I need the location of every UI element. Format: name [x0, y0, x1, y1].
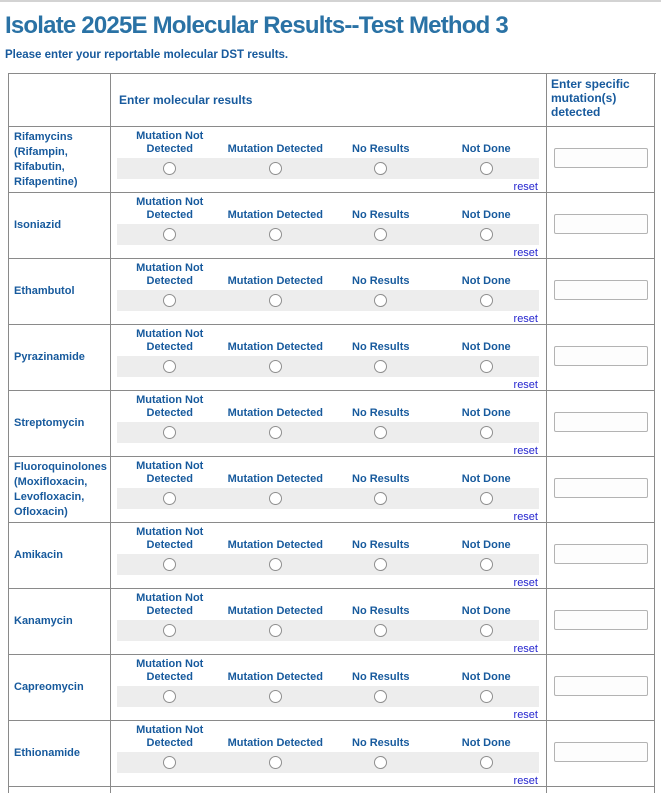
option-label: Mutation Detected	[227, 275, 323, 287]
mutation-input[interactable]	[554, 742, 648, 762]
option-radio-strip	[223, 158, 329, 179]
mutation-input[interactable]	[554, 412, 648, 432]
mutation-input[interactable]	[554, 610, 648, 630]
result-option	[223, 526, 329, 575]
reset-link[interactable]: reset	[513, 379, 538, 391]
result-radio[interactable]	[374, 756, 387, 769]
result-option	[328, 130, 434, 179]
result-option	[117, 460, 223, 509]
option-radio-strip	[223, 422, 329, 443]
drug-name-cell	[9, 721, 111, 787]
result-option	[117, 328, 223, 377]
option-label: No Results	[352, 737, 410, 749]
result-radio[interactable]	[374, 690, 387, 703]
result-radio[interactable]	[269, 690, 282, 703]
drug-name-cell	[9, 193, 111, 259]
reset-line	[111, 444, 538, 457]
result-radio[interactable]	[163, 756, 176, 769]
reset-line	[111, 378, 538, 391]
mutation-input[interactable]	[554, 544, 648, 564]
option-label: Not Done	[461, 539, 511, 551]
molecular-results-cell	[111, 523, 547, 589]
result-radio[interactable]	[269, 294, 282, 307]
option-label: No Results	[352, 605, 410, 617]
molecular-results-cell	[111, 391, 547, 457]
option-label: Mutation Detected	[227, 143, 323, 155]
option-radio-strip	[328, 752, 434, 773]
partial-row-cell	[547, 787, 655, 793]
option-label: Not Done	[461, 737, 511, 749]
mutation-cell	[547, 721, 655, 787]
option-label: Not Done	[461, 275, 511, 287]
options-group	[117, 394, 539, 443]
result-option	[117, 592, 223, 641]
reset-line	[111, 180, 538, 193]
option-radio-strip	[328, 224, 434, 245]
result-option	[434, 592, 540, 641]
result-radio[interactable]	[480, 756, 493, 769]
result-option	[223, 328, 329, 377]
option-label: No Results	[352, 473, 410, 485]
option-label: Mutation Detected	[227, 539, 323, 551]
result-radio[interactable]	[374, 558, 387, 571]
mutation-input[interactable]	[554, 346, 648, 366]
reset-line	[111, 708, 538, 721]
mutation-input[interactable]	[554, 478, 648, 498]
options-group	[117, 658, 539, 707]
option-label: No Results	[352, 539, 410, 551]
result-option	[223, 592, 329, 641]
option-radio-strip	[223, 290, 329, 311]
result-option	[328, 724, 434, 773]
result-option	[434, 658, 540, 707]
option-label: Mutation Not Detected	[136, 526, 204, 551]
mutation-input[interactable]	[554, 280, 648, 300]
result-option	[328, 328, 434, 377]
result-radio[interactable]	[480, 690, 493, 703]
option-radio-strip	[328, 356, 434, 377]
result-option	[223, 130, 329, 179]
reset-line	[111, 312, 538, 325]
drug-name: Streptomycin	[14, 417, 85, 429]
result-radio[interactable]	[374, 426, 387, 439]
mutation-cell	[547, 391, 655, 457]
mutation-cell	[547, 589, 655, 655]
option-label: No Results	[352, 143, 410, 155]
mutation-cell	[547, 325, 655, 391]
page-title: Isolate 2025E Molecular Results--Test Method 3	[5, 12, 508, 39]
option-label: Mutation Not Detected	[136, 658, 204, 683]
header-molecular-results	[111, 74, 547, 127]
drug-name: Isoniazid	[14, 219, 62, 231]
result-option	[328, 526, 434, 575]
mutation-cell	[547, 655, 655, 721]
option-radio-strip	[328, 422, 434, 443]
options-group	[117, 724, 539, 773]
result-radio[interactable]	[269, 756, 282, 769]
result-option	[328, 394, 434, 443]
option-label: Not Done	[461, 473, 511, 485]
option-label: Mutation Detected	[227, 209, 323, 221]
molecular-results-cell	[111, 127, 547, 193]
result-radio[interactable]	[480, 360, 493, 373]
reset-link[interactable]: reset	[513, 577, 538, 589]
option-radio-strip	[434, 356, 540, 377]
result-option	[223, 724, 329, 773]
result-radio[interactable]	[480, 294, 493, 307]
result-option	[223, 196, 329, 245]
molecular-results-cell	[111, 193, 547, 259]
option-label: Mutation Not Detected	[136, 724, 204, 749]
option-label: Not Done	[461, 671, 511, 683]
mutation-cell	[547, 193, 655, 259]
option-label: Not Done	[461, 341, 511, 353]
drug-name-cell	[9, 523, 111, 589]
drug-name: Fluoroquinolones (Moxifloxacin, Levofloxacin, Ofloxacin)	[14, 460, 107, 518]
option-label: Mutation Detected	[227, 605, 323, 617]
reset-link[interactable]: reset	[513, 247, 538, 259]
reset-line	[111, 246, 538, 259]
drug-name: Kanamycin	[14, 615, 73, 627]
results-table	[8, 73, 656, 793]
result-radio[interactable]	[374, 228, 387, 241]
reset-line	[111, 576, 538, 589]
result-radio[interactable]	[480, 492, 493, 505]
result-option	[223, 658, 329, 707]
option-radio-strip	[223, 752, 329, 773]
result-option	[434, 196, 540, 245]
option-label: Mutation Detected	[227, 737, 323, 749]
option-radio-strip	[434, 224, 540, 245]
option-radio-strip	[434, 554, 540, 575]
drug-name: Ethionamide	[14, 747, 81, 759]
result-radio[interactable]	[480, 426, 493, 439]
option-radio-strip	[117, 554, 223, 575]
mutation-input[interactable]	[554, 676, 648, 696]
result-radio[interactable]	[163, 492, 176, 505]
result-radio[interactable]	[374, 624, 387, 637]
option-radio-strip	[117, 356, 223, 377]
result-radio[interactable]	[374, 162, 387, 175]
option-label: Not Done	[461, 407, 511, 419]
result-option	[328, 196, 434, 245]
result-radio[interactable]	[163, 294, 176, 307]
reset-link[interactable]: reset	[513, 313, 538, 325]
option-radio-strip	[223, 620, 329, 641]
drug-name-cell	[9, 655, 111, 721]
option-label: Mutation Detected	[227, 407, 323, 419]
option-radio-strip	[223, 488, 329, 509]
drug-name: Capreomycin	[14, 681, 84, 693]
result-option	[434, 262, 540, 311]
option-label: Mutation Detected	[227, 473, 323, 485]
option-label: No Results	[352, 209, 410, 221]
result-radio[interactable]	[269, 492, 282, 505]
reset-link[interactable]: reset	[513, 709, 538, 721]
options-group	[117, 592, 539, 641]
option-radio-strip	[328, 686, 434, 707]
option-label: No Results	[352, 671, 410, 683]
result-radio[interactable]	[374, 294, 387, 307]
header-empty-cell	[9, 74, 111, 127]
option-label: Mutation Not Detected	[136, 592, 204, 617]
option-label: No Results	[352, 275, 410, 287]
options-group	[117, 460, 539, 509]
option-radio-strip	[434, 158, 540, 179]
molecular-results-cell	[111, 457, 547, 523]
molecular-results-cell	[111, 655, 547, 721]
result-option	[223, 460, 329, 509]
result-radio[interactable]	[269, 624, 282, 637]
partial-row-cell	[111, 787, 547, 793]
option-radio-strip	[328, 488, 434, 509]
result-option	[117, 394, 223, 443]
result-option	[117, 724, 223, 773]
options-group	[117, 262, 539, 311]
molecular-results-cell	[111, 259, 547, 325]
option-radio-strip	[223, 686, 329, 707]
option-radio-strip	[434, 488, 540, 509]
result-radio[interactable]	[374, 360, 387, 373]
option-radio-strip	[223, 554, 329, 575]
result-radio[interactable]	[480, 624, 493, 637]
option-radio-strip	[328, 554, 434, 575]
result-radio[interactable]	[163, 228, 176, 241]
option-label: No Results	[352, 341, 410, 353]
result-option	[223, 394, 329, 443]
reset-link[interactable]: reset	[513, 445, 538, 457]
option-label: Not Done	[461, 143, 511, 155]
option-radio-strip	[223, 356, 329, 377]
drug-name: Amikacin	[14, 549, 63, 561]
mutation-input[interactable]	[554, 148, 648, 168]
top-divider	[0, 0, 661, 2]
option-radio-strip	[328, 620, 434, 641]
option-label: Mutation Detected	[227, 341, 323, 353]
result-radio[interactable]	[374, 492, 387, 505]
result-option	[434, 460, 540, 509]
option-radio-strip	[117, 158, 223, 179]
result-radio[interactable]	[163, 426, 176, 439]
result-radio[interactable]	[480, 228, 493, 241]
option-radio-strip	[328, 290, 434, 311]
drug-name-cell	[9, 127, 111, 193]
molecular-results-cell	[111, 589, 547, 655]
option-label: Mutation Not Detected	[136, 196, 204, 221]
mutation-cell	[547, 457, 655, 523]
option-label: Mutation Not Detected	[136, 262, 204, 287]
options-group	[117, 526, 539, 575]
reset-link[interactable]: reset	[513, 511, 538, 523]
result-option	[117, 526, 223, 575]
result-radio[interactable]	[269, 558, 282, 571]
result-option	[434, 394, 540, 443]
result-option	[117, 262, 223, 311]
option-radio-strip	[117, 686, 223, 707]
options-group	[117, 196, 539, 245]
option-radio-strip	[117, 620, 223, 641]
drug-name-cell	[9, 259, 111, 325]
option-label: Mutation Not Detected	[136, 328, 204, 353]
option-radio-strip	[434, 290, 540, 311]
options-group	[117, 328, 539, 377]
result-option	[434, 130, 540, 179]
mutation-cell	[547, 127, 655, 193]
option-label: Not Done	[461, 209, 511, 221]
reset-line	[111, 642, 538, 655]
drug-name-cell	[9, 325, 111, 391]
result-radio[interactable]	[269, 426, 282, 439]
reset-link[interactable]: reset	[513, 643, 538, 655]
option-radio-strip	[117, 488, 223, 509]
instructions-text: Please enter your reportable molecular DST results.	[5, 49, 289, 61]
option-radio-strip	[434, 620, 540, 641]
result-option	[328, 460, 434, 509]
result-option	[328, 262, 434, 311]
option-radio-strip	[434, 686, 540, 707]
option-radio-strip	[434, 752, 540, 773]
result-radio[interactable]	[269, 228, 282, 241]
options-group	[117, 130, 539, 179]
result-option	[117, 658, 223, 707]
drug-name: Rifamycins (Rifampin, Rifabutin, Rifapentine)	[14, 130, 78, 188]
option-label: Mutation Not Detected	[136, 460, 204, 485]
option-label: Mutation Not Detected	[136, 130, 204, 155]
result-option	[117, 130, 223, 179]
option-radio-strip	[434, 422, 540, 443]
mutation-cell	[547, 259, 655, 325]
result-option	[434, 328, 540, 377]
result-option	[117, 196, 223, 245]
result-option	[434, 724, 540, 773]
result-option	[328, 658, 434, 707]
result-radio[interactable]	[480, 162, 493, 175]
result-radio[interactable]	[163, 558, 176, 571]
mutation-cell	[547, 523, 655, 589]
option-label: Mutation Not Detected	[136, 394, 204, 419]
drug-name-cell	[9, 391, 111, 457]
drug-name-cell	[9, 457, 111, 523]
option-radio-strip	[223, 224, 329, 245]
result-radio[interactable]	[163, 360, 176, 373]
partial-row-cell	[9, 787, 111, 793]
result-radio[interactable]	[163, 162, 176, 175]
option-label: No Results	[352, 407, 410, 419]
reset-line	[111, 510, 538, 523]
reset-link[interactable]: reset	[513, 181, 538, 193]
option-radio-strip	[117, 224, 223, 245]
result-option	[223, 262, 329, 311]
result-radio[interactable]	[480, 558, 493, 571]
result-option	[434, 526, 540, 575]
result-radio[interactable]	[163, 624, 176, 637]
drug-name-cell	[9, 589, 111, 655]
option-radio-strip	[117, 422, 223, 443]
header-specific-mutation	[547, 74, 655, 127]
result-radio[interactable]	[269, 162, 282, 175]
molecular-results-cell	[111, 325, 547, 391]
option-label: Not Done	[461, 605, 511, 617]
result-radio[interactable]	[269, 360, 282, 373]
header-molecular-results-label: Enter molecular results	[119, 93, 253, 107]
option-radio-strip	[117, 752, 223, 773]
reset-link[interactable]: reset	[513, 775, 538, 787]
result-radio[interactable]	[163, 690, 176, 703]
molecular-results-cell	[111, 721, 547, 787]
mutation-input[interactable]	[554, 214, 648, 234]
drug-name: Pyrazinamide	[14, 351, 85, 363]
option-radio-strip	[328, 158, 434, 179]
drug-name: Ethambutol	[14, 285, 75, 297]
option-radio-strip	[117, 290, 223, 311]
reset-line	[111, 774, 538, 787]
option-label: Mutation Detected	[227, 671, 323, 683]
result-option	[328, 592, 434, 641]
header-specific-mutation-label: Enter specific mutation(s) detected	[551, 77, 630, 119]
